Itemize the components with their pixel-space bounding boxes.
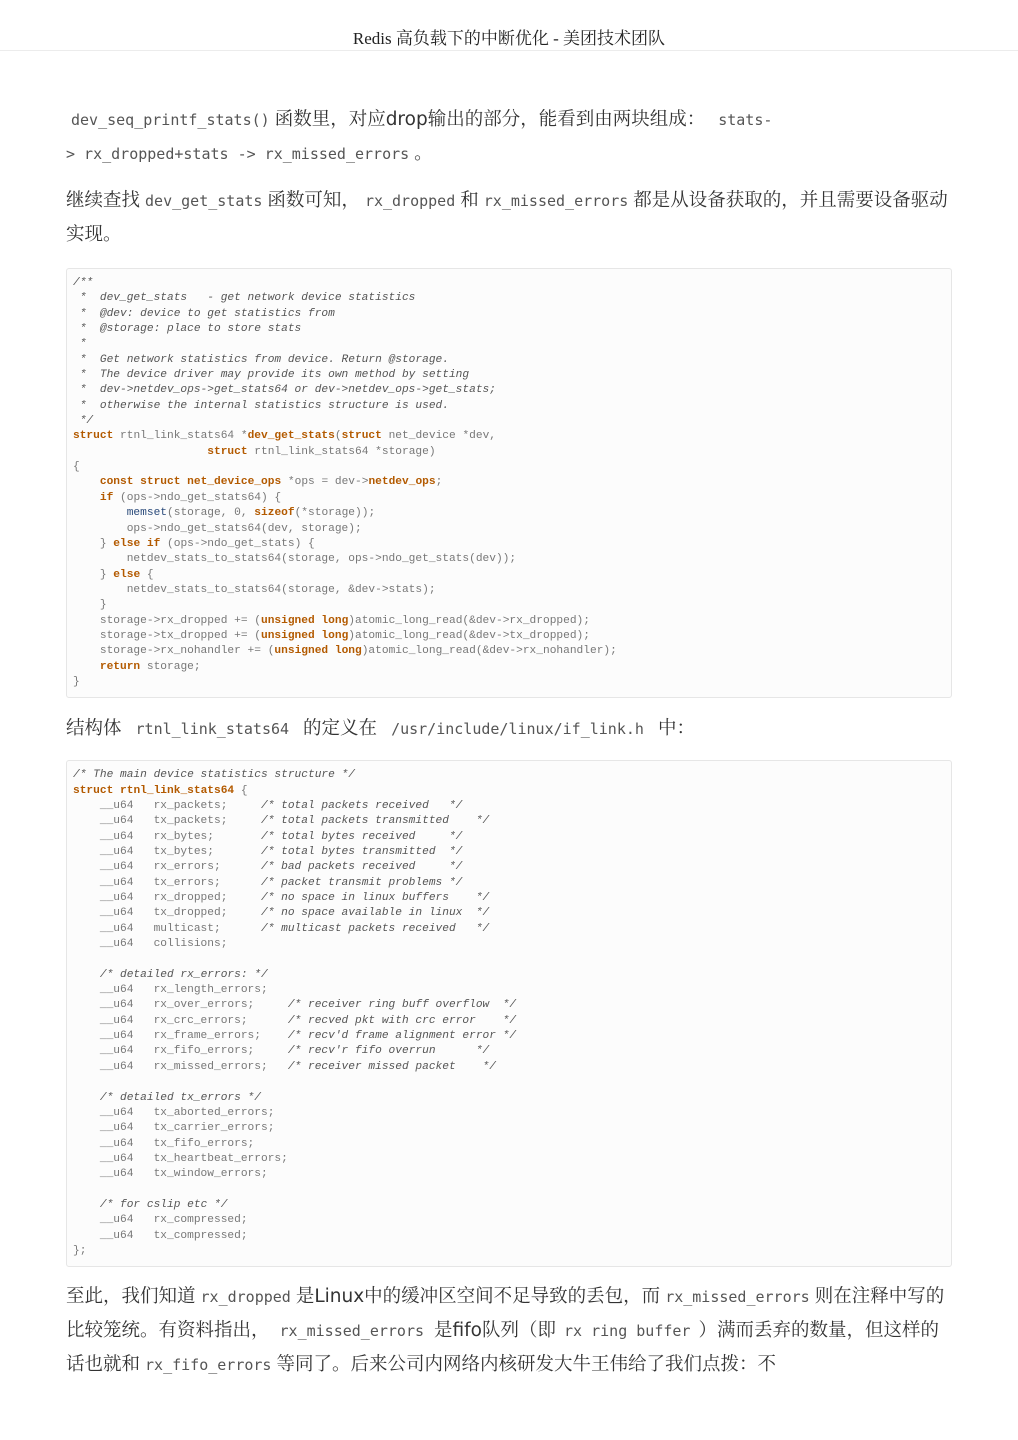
code1-line: * @storage: place to store stats: [73, 323, 302, 336]
inline-code: rx_dropped: [364, 192, 456, 210]
code1-line: ops->ndo_get_stats64(dev, storage);: [73, 522, 362, 535]
inline-code: rx_fifo_errors: [145, 1356, 272, 1375]
text: 是fifo队列（即: [434, 1320, 557, 1342]
code2-line: __u64 tx_errors; /* packet transmit problems */: [73, 876, 463, 889]
code1-line: } else if (ops->ndo_get_stats) {: [73, 537, 315, 550]
inline-code: rtnl_link_stats64: [135, 720, 290, 739]
code1-line: * @dev: device to get statistics from: [73, 307, 335, 320]
text: 函数里，对应drop输出的部分，能看到由两块组成：: [274, 109, 706, 130]
code2-line: __u64 rx_dropped; /* no space in linux buffers */: [73, 892, 490, 905]
code2-line: __u64 rx_missed_errors; /* receiver missed packet */: [73, 1060, 496, 1073]
code1-line: * The device driver may provide its own method by setting: [73, 369, 470, 382]
code2-line: struct rtnl_link_stats64 {: [73, 784, 248, 797]
article-content: [66, 100, 952, 1382]
text: 和: [460, 190, 479, 211]
code2-line: __u64 rx_packets; /* total packets received */: [73, 799, 463, 812]
code2-line: __u64 tx_bytes; /* total bytes transmitted */: [73, 846, 463, 858]
code2-line: __u64 tx_compressed;: [73, 1229, 248, 1242]
code1-line: }: [73, 599, 107, 612]
inline-code: /usr/include/linux/if_link.h: [391, 720, 644, 739]
code1-line: storage->rx_dropped += (unsigned long)atomic_long_read(&dev->rx_dropped);: [73, 614, 590, 627]
code2-line: __u64 rx_fifo_errors; /* recv'r fifo overrun */: [73, 1045, 490, 1058]
text: 都是从设备获取的，并且需要设备驱动实现。: [66, 190, 948, 245]
code2-line: __u64 tx_window_errors;: [73, 1168, 268, 1181]
paragraph-3: [66, 712, 952, 746]
code1-line: if (ops->ndo_get_stats64) {: [99, 491, 282, 504]
code2-line: __u64 tx_aborted_errors;: [73, 1106, 275, 1119]
text: 。: [414, 143, 433, 164]
code2-line: __u64 rx_crc_errors; /* recved pkt with crc error */: [73, 1014, 517, 1027]
text: 继续查找: [66, 190, 141, 211]
code2-line: __u64 rx_bytes; /* total bytes received */: [73, 830, 463, 843]
code1-line: netdev_stats_to_stats64(storage, ops->ndo_get_stats(dev));: [73, 553, 517, 566]
text: 中：: [657, 718, 695, 740]
code1-line: *: [73, 338, 87, 351]
inline-code: dev_seq_printf_stats(): [71, 111, 270, 129]
code2-line: /* The main device statistics structure */: [73, 769, 355, 782]
text: 至此，我们知道: [66, 1286, 196, 1308]
code1-line: storage->rx_nohandler += (unsigned long)atomic_long_read(&dev->rx_nohandler);: [73, 645, 617, 658]
code2-line: __u64 tx_heartbeat_errors;: [73, 1152, 288, 1165]
code1-line: const struct net_device_ops *ops = dev->netdev_ops;: [99, 476, 443, 489]
code2-line: __u64 rx_errors; /* bad packets received */: [73, 861, 463, 874]
code1-line: {: [73, 461, 80, 474]
text: 则在注释中写的比较笼统。有资料指出，: [66, 1286, 945, 1342]
code2-line: __u64 rx_frame_errors; /* recv'd frame alignment error */: [73, 1030, 517, 1043]
page-header: [0, 0, 1018, 51]
page-title: Redis 高负载下的中断优化 - 美团技术团队: [352, 29, 666, 48]
paragraph-4: [66, 1280, 952, 1382]
code2-line: /* detailed tx_errors */: [99, 1091, 261, 1104]
code1-line: * dev_get_stats - get network device statistics: [73, 292, 416, 305]
code2-line: /* detailed rx_errors: */: [99, 968, 268, 981]
code-block-dev-get-stats: [66, 268, 952, 698]
text: 等同了。后来公司内网络内核研发大牛王伟给了我们点拨：不: [276, 1354, 776, 1376]
text: 函数可知，: [267, 190, 360, 211]
code2-line: __u64 tx_fifo_errors;: [73, 1137, 255, 1150]
code1-line: return storage;: [99, 660, 201, 673]
code1-line: * dev->netdev_ops->get_stats64 or dev->netdev_ops->get_stats;: [73, 384, 496, 397]
paragraph-2: [66, 184, 952, 251]
code2-line: [73, 1183, 945, 1198]
code2-line: __u64 rx_over_errors; /* receiver ring buff overflow */: [73, 999, 517, 1012]
code2-line: [73, 1075, 945, 1090]
code2-line: __u64 tx_dropped; /* no space available in linux */: [73, 907, 490, 920]
text: 的定义在: [303, 718, 378, 740]
code2-line: __u64 collisions;: [73, 938, 228, 951]
text: 是Linux中的缓冲区空间不足导致的丢包，而: [295, 1286, 661, 1308]
inline-code: stats-: [718, 111, 773, 129]
code1-line: }: [73, 675, 80, 688]
code1-line: struct rtnl_link_stats64 *dev_get_stats(struct net_device *dev,: [73, 430, 497, 443]
code2-line: __u64 tx_packets; /* total packets transmitted */: [73, 815, 490, 828]
code1-line: memset(storage, 0, sizeof(*storage));: [126, 507, 376, 520]
inline-code: > rx_dropped+stats -> rx_missed_errors: [66, 145, 410, 163]
code1-line: netdev_stats_to_stats64(storage, &dev->stats);: [73, 583, 436, 596]
code2-line: __u64 rx_length_errors;: [73, 984, 268, 997]
text: 结构体: [66, 718, 122, 740]
code2-line: [73, 952, 945, 967]
inline-code: rx_missed_errors: [483, 192, 629, 210]
code-block-rtnl-link-stats64: [66, 760, 952, 1267]
inline-code: dev_get_stats: [145, 192, 263, 210]
code1-line: * Get network statistics from device. Return @storage.: [73, 353, 449, 366]
code2-line: /* for cslip etc */: [99, 1198, 228, 1211]
code1-line: * otherwise the internal statistics structure is used.: [73, 399, 449, 412]
code1-line: } else {: [73, 568, 154, 581]
code1-line: */: [73, 415, 94, 428]
code2-line: __u64 multicast; /* multicast packets received */: [73, 922, 490, 935]
code1-line: struct rtnl_link_stats64 *storage): [207, 445, 436, 458]
inline-code: rx_dropped: [200, 1288, 291, 1307]
code1-line: storage->tx_dropped += (unsigned long)atomic_long_read(&dev->tx_dropped);: [73, 629, 590, 642]
text: ）满而丢弃的数量，但这样的话也就和: [66, 1320, 939, 1376]
inline-code: rx ring buffer: [564, 1322, 691, 1341]
code2-line: __u64 tx_carrier_errors;: [73, 1122, 275, 1135]
code1-line: /**: [73, 277, 94, 289]
inline-code: rx_missed_errors: [665, 1288, 810, 1307]
code2-line: __u64 rx_compressed;: [73, 1214, 248, 1227]
paragraph-1: [66, 103, 952, 171]
inline-code: rx_missed_errors: [279, 1322, 425, 1341]
code2-line: };: [73, 1244, 87, 1257]
